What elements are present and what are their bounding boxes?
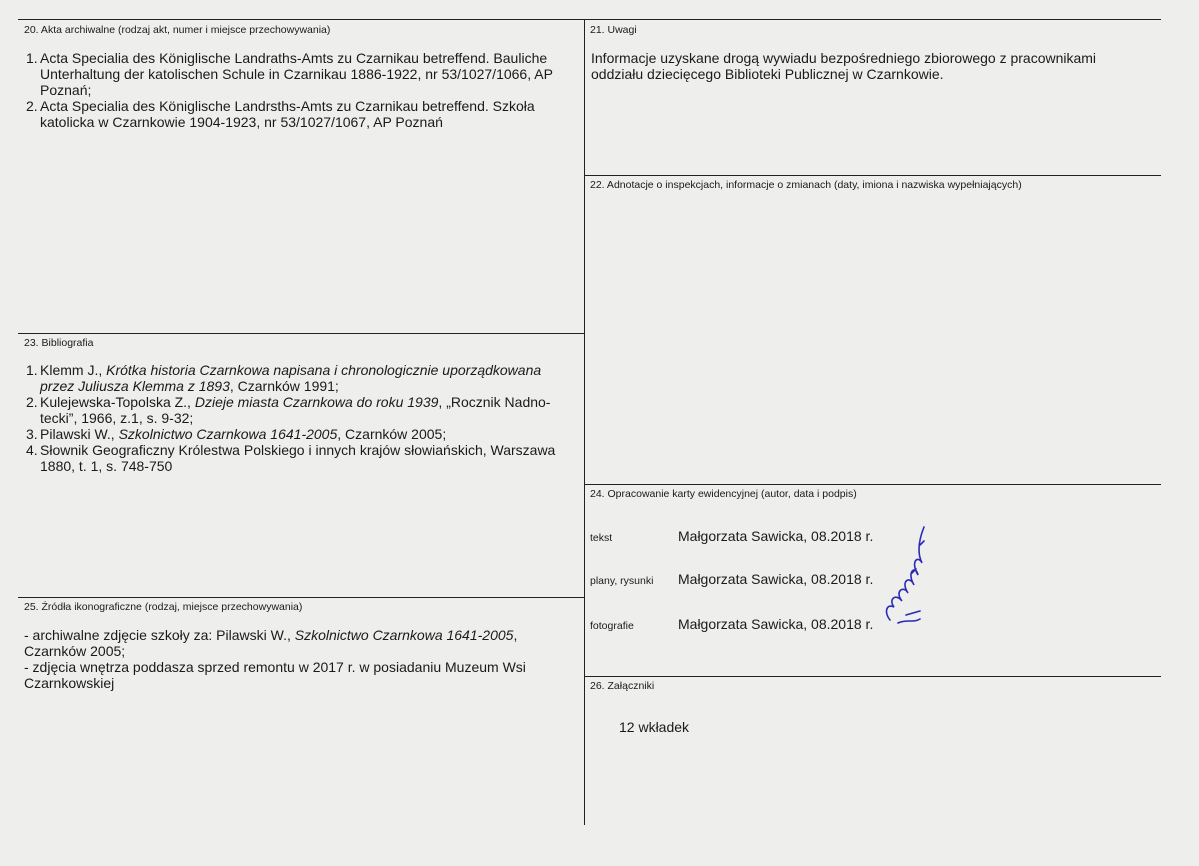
section-26-label: 26. Załączniki [590, 680, 655, 692]
author-name: Małgorzata Sawicka, 08.2018 r. [678, 616, 874, 632]
divider-21-22 [584, 175, 1161, 176]
role-label: fotografie [590, 620, 634, 632]
handwritten-signature [880, 515, 930, 625]
bibliography-list [26, 362, 576, 474]
author-row-plans [590, 571, 890, 587]
section-21-remarks: Informacje uzyskane drogą wywiadu bezpośredniego zbiorowego z pracownikami oddziału dziecięcego Biblioteki Publicznej w Czarnkowie. [591, 50, 1097, 82]
list-item: 2. Acta Specialia des Königlische Landrsths-Amts zu Czarnikau betreffend. Szkoła katolicka w Czarnkowie 1904-1923, nr 53/1027/1067, AP Poznań [26, 98, 535, 130]
list-item: 2. Kulejewska-Topolska Z., Dzieje miasta Czarnkowa do roku 1939, „Rocznik Nadno-tecki”, 1966, z.1, s. 9-32; [26, 394, 551, 426]
list-item: 1. Acta Specialia des Königlische Landraths-Amts zu Czarnikau betreffend. Bauliche Unterhaltung der katolischen Schule in Czarnikau 1886-1922, nr 53/1027/1066, AP Poznań; [26, 50, 553, 98]
divider-24-26 [584, 676, 1161, 677]
section-24-label: 24. Opracowanie karty ewidencyjnej (autor, data i podpis) [590, 488, 857, 500]
archival-records-list [26, 50, 576, 130]
center-divider-line [584, 19, 585, 825]
section-23-content [26, 362, 576, 474]
divider-23-25 [18, 597, 584, 598]
section-25-content [24, 627, 544, 691]
author-row-photos [590, 616, 890, 632]
role-label: plany, rysunki [590, 575, 654, 587]
divider-20-23 [18, 333, 584, 334]
author-name: Małgorzata Sawicka, 08.2018 r. [678, 571, 874, 587]
list-item: 4. Słownik Geograficzny Królestwa Polskiego i innych krajów słowiańskich, Warszawa 1880, t. 1, s. 748-750 [26, 442, 556, 474]
divider-22-24 [584, 484, 1161, 485]
author-row-text [590, 528, 890, 544]
list-item: 3. Pilawski W., Szkolnictwo Czarnkowa 1641-2005, Czarnków 2005; [26, 426, 447, 442]
section-22-label: 22. Adnotacje o inspekcjach, informacje o zmianach (daty, imiona i nazwiska wypełniających) [590, 179, 1022, 191]
section-20-label: 20. Akta archiwalne (rodzaj akt, numer i miejsce przechowywania) [24, 24, 331, 36]
author-name: Małgorzata Sawicka, 08.2018 r. [678, 528, 874, 544]
list-item: 1. Klemm J., Krótka historia Czarnkowa napisana i chronologicznie uporządkowana przez Juliusza Klemma z 1893, Czarnków 1991; [26, 362, 542, 394]
section-23-label: 23. Bibliografia [24, 337, 94, 349]
iconographic-source-1: - archiwalne zdjęcie szkoły za: Pilawski W., Szkolnictwo Czarnkowa 1641-2005, Czarnków 2005; [24, 627, 518, 659]
attachments-count: 12 wkładek [619, 719, 690, 735]
iconographic-source-2: - zdjęcia wnętrza poddasza sprzed remontu w 2017 r. w posiadaniu Muzeum Wsi Czarnkowskiej [24, 659, 526, 691]
section-21-label: 21. Uwagi [590, 24, 637, 36]
role-label: tekst [590, 532, 613, 544]
section-25-label: 25. Źródła ikonograficzne (rodzaj, miejsce przechowywania) [24, 601, 303, 613]
section-20-content [26, 50, 576, 130]
top-border-line [18, 19, 1161, 20]
